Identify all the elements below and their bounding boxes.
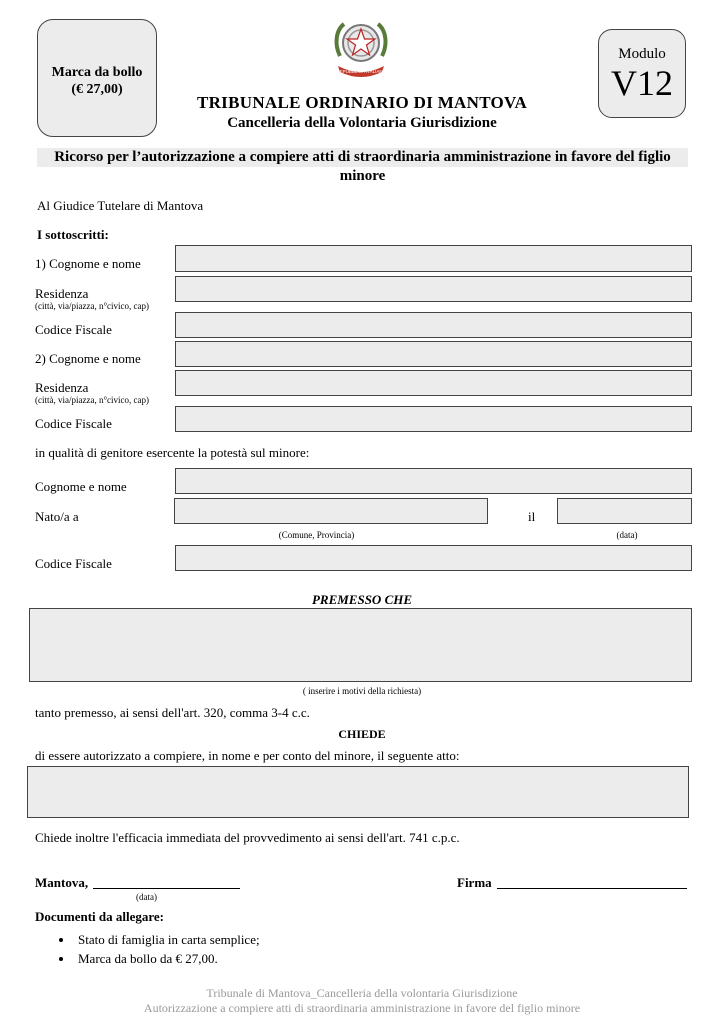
signature-field[interactable]	[497, 888, 687, 889]
form-subject: Ricorso per l’autorizzazione a compiere atti di straordinaria amministrazione in favore del figlio minore	[37, 148, 688, 167]
court-title: TRIBUNALE ORDINARIO DI MANTOVA	[196, 93, 528, 112]
signer1-residence-label: Residenza	[35, 286, 89, 301]
capacity-text: in qualità di genitore esercente la potestà sul minore:	[35, 445, 310, 460]
signer1-residence-field[interactable]	[175, 276, 692, 302]
minor-birthdate-field[interactable]	[557, 498, 692, 524]
minor-birthplace-hint: (Comune, Provincia)	[278, 530, 355, 540]
signers-title: I sottoscritti:	[37, 227, 109, 242]
signer1-name-field[interactable]	[175, 245, 692, 272]
minor-birthdate-hint: (data)	[616, 530, 638, 540]
request-title: CHIEDE	[338, 727, 386, 741]
minor-birthplace-field[interactable]	[174, 498, 488, 524]
documents-item: • Stato di famiglia in carta semplice;	[74, 930, 260, 949]
signer2-tax-label: Codice Fiscale	[35, 416, 112, 431]
minor-tax-field[interactable]	[175, 545, 692, 571]
documents-list	[54, 930, 260, 968]
signer1-tax-field[interactable]	[175, 312, 692, 338]
signature-label: Firma	[457, 875, 492, 890]
signature-place: Mantova,	[35, 875, 89, 890]
premise-after: tanto premesso, ai sensi dell'art. 320, comma 3-4 c.c.	[35, 705, 310, 720]
premise-hint: ( inserire i motivi della richiesta)	[302, 686, 422, 696]
module-label: Modulo	[618, 46, 666, 62]
chancery-title: Cancelleria della Volontaria Giurisdizione	[227, 115, 497, 131]
signer1-tax-label: Codice Fiscale	[35, 322, 112, 337]
premise-textarea[interactable]	[29, 608, 692, 682]
request-textarea[interactable]	[27, 766, 689, 818]
minor-name-label: Cognome e nome	[35, 479, 127, 494]
premise-title: PREMESSO CHE	[311, 592, 413, 607]
signer1-residence-hint: (città, via/piazza, n°civico, cap)	[35, 301, 150, 311]
documents-item: • Marca da bollo da € 27,00.	[74, 949, 260, 968]
emblem-ribbon-text: REPUBBLICA ITALIANA	[336, 69, 386, 74]
signer2-tax-field[interactable]	[175, 406, 692, 432]
addressee: Al Giudice Tutelare di Mantova	[37, 198, 204, 213]
signature-date-field[interactable]	[93, 888, 240, 889]
signer2-name-label: 2) Cognome e nome	[35, 351, 141, 366]
footer-line-2: Autorizzazione a compiere atti di straordinaria amministrazione in favore del figlio minore	[143, 1001, 581, 1015]
signature-date-hint: (data)	[136, 892, 157, 902]
signer2-residence-hint: (città, via/piazza, n°civico, cap)	[35, 395, 150, 405]
signer2-residence-field[interactable]	[175, 370, 692, 396]
signer1-name-label: 1) Cognome e nome	[35, 256, 141, 271]
italian-republic-emblem-icon	[332, 16, 390, 82]
footer-line-1: Tribunale di Mantova_Cancelleria della volontaria Giurisdizione	[206, 986, 518, 1000]
stamp-amount: (€ 27,00)	[71, 82, 123, 97]
immediate-effect-text: Chiede inoltre l'efficacia immediata del provvedimento ai sensi dell'art. 741 c.p.c.	[35, 830, 460, 845]
minor-name-field[interactable]	[175, 468, 692, 494]
module-code: V12	[611, 63, 673, 103]
minor-tax-label: Codice Fiscale	[35, 556, 112, 571]
signer2-residence-label: Residenza	[35, 380, 89, 395]
signer2-name-field[interactable]	[175, 341, 692, 367]
request-text: di essere autorizzato a compiere, in nome e per conto del minore, il seguente atto:	[35, 748, 460, 763]
minor-born-label: Nato/a a	[35, 509, 79, 524]
stamp-label: Marca da bollo	[51, 65, 143, 80]
documents-title: Documenti da allegare:	[35, 909, 165, 924]
minor-date-label: il	[528, 509, 536, 524]
